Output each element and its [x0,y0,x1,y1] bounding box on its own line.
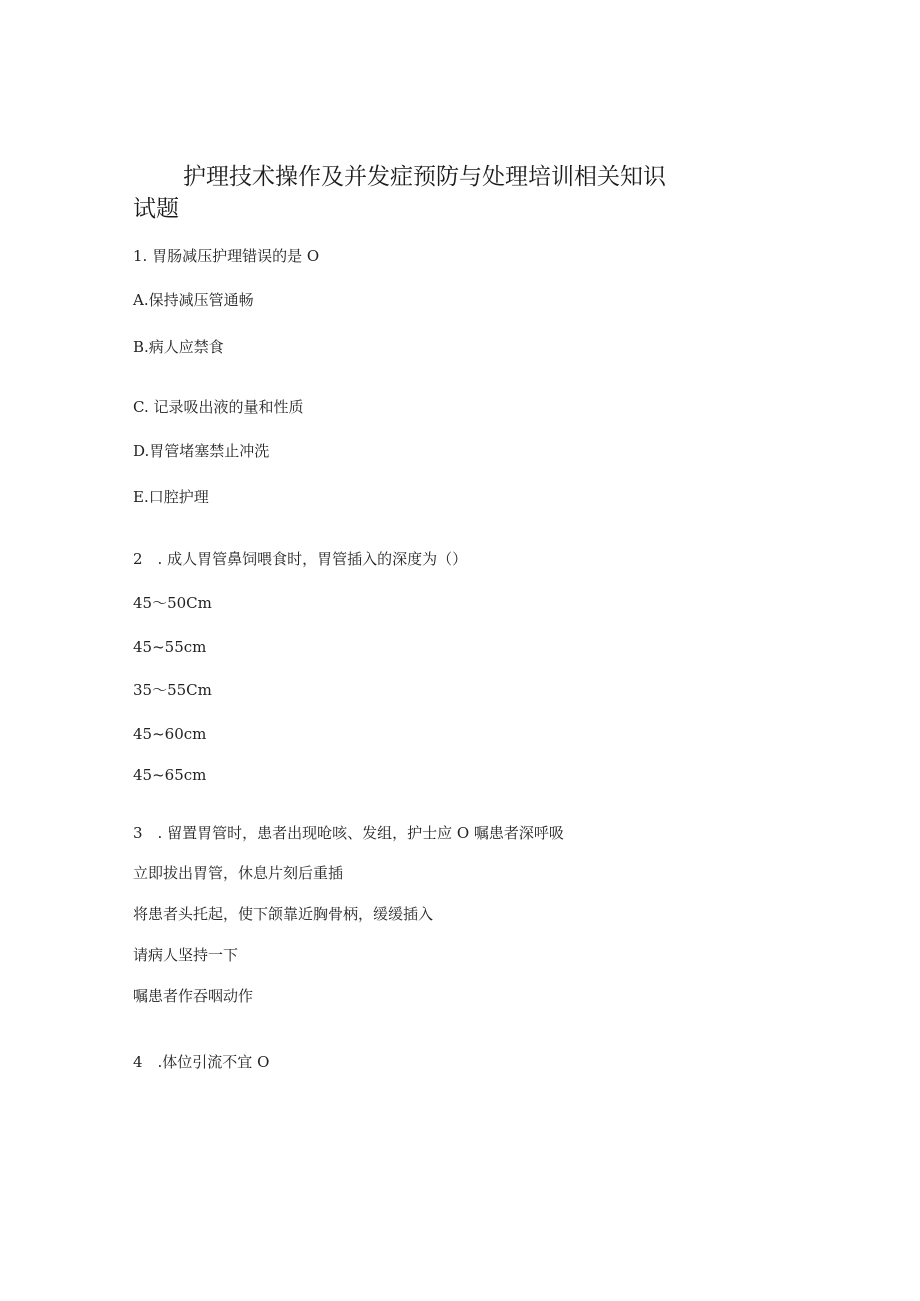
question-2-option-2: 45~55cm [133,638,207,656]
document-title-line-1: 护理技术操作及并发症预防与处理培训相关知识 [183,164,666,190]
question-3-option-2: 将患者头托起，使下颌靠近胸骨柄，缓缓插入 [133,905,434,923]
question-2-option-4: 45~60cm [133,725,207,743]
question-2-stem: 2 . 成人胃管鼻饲喂食时，胃管插入的深度为（） [133,550,468,568]
question-3-option-3: 请病人坚持一下 [133,946,239,964]
question-1-option-e: E.口腔护理 [133,488,209,506]
question-2-option-3: 35～55Cm [133,681,212,699]
question-1-option-d: D.胃管堵塞禁止冲洗 [133,442,270,460]
question-3-stem: 3 . 留置胃管时，患者出现呛咳、发组，护士应 O 嘱患者深呼吸 [133,824,564,842]
question-2-option-5: 45~65cm [133,766,207,784]
question-4-stem: 4 .体位引流不宜 O [133,1053,270,1071]
question-1-option-a: A.保持减压管通畅 [133,291,254,309]
question-1-stem: 1. 胃肠减压护理错误的是 O [133,247,320,265]
question-3-option-1: 立即拔出胃管，休息片刻后重插 [133,864,344,882]
question-3-option-4: 嘱患者作吞咽动作 [133,987,254,1005]
question-1-option-b: B.病人应禁食 [133,338,224,356]
document-title-line-2: 试题 [133,196,179,222]
question-2-option-1: 45～50Cm [133,594,212,612]
question-1-option-c: C. 记录吸出液的量和性质 [133,398,304,416]
